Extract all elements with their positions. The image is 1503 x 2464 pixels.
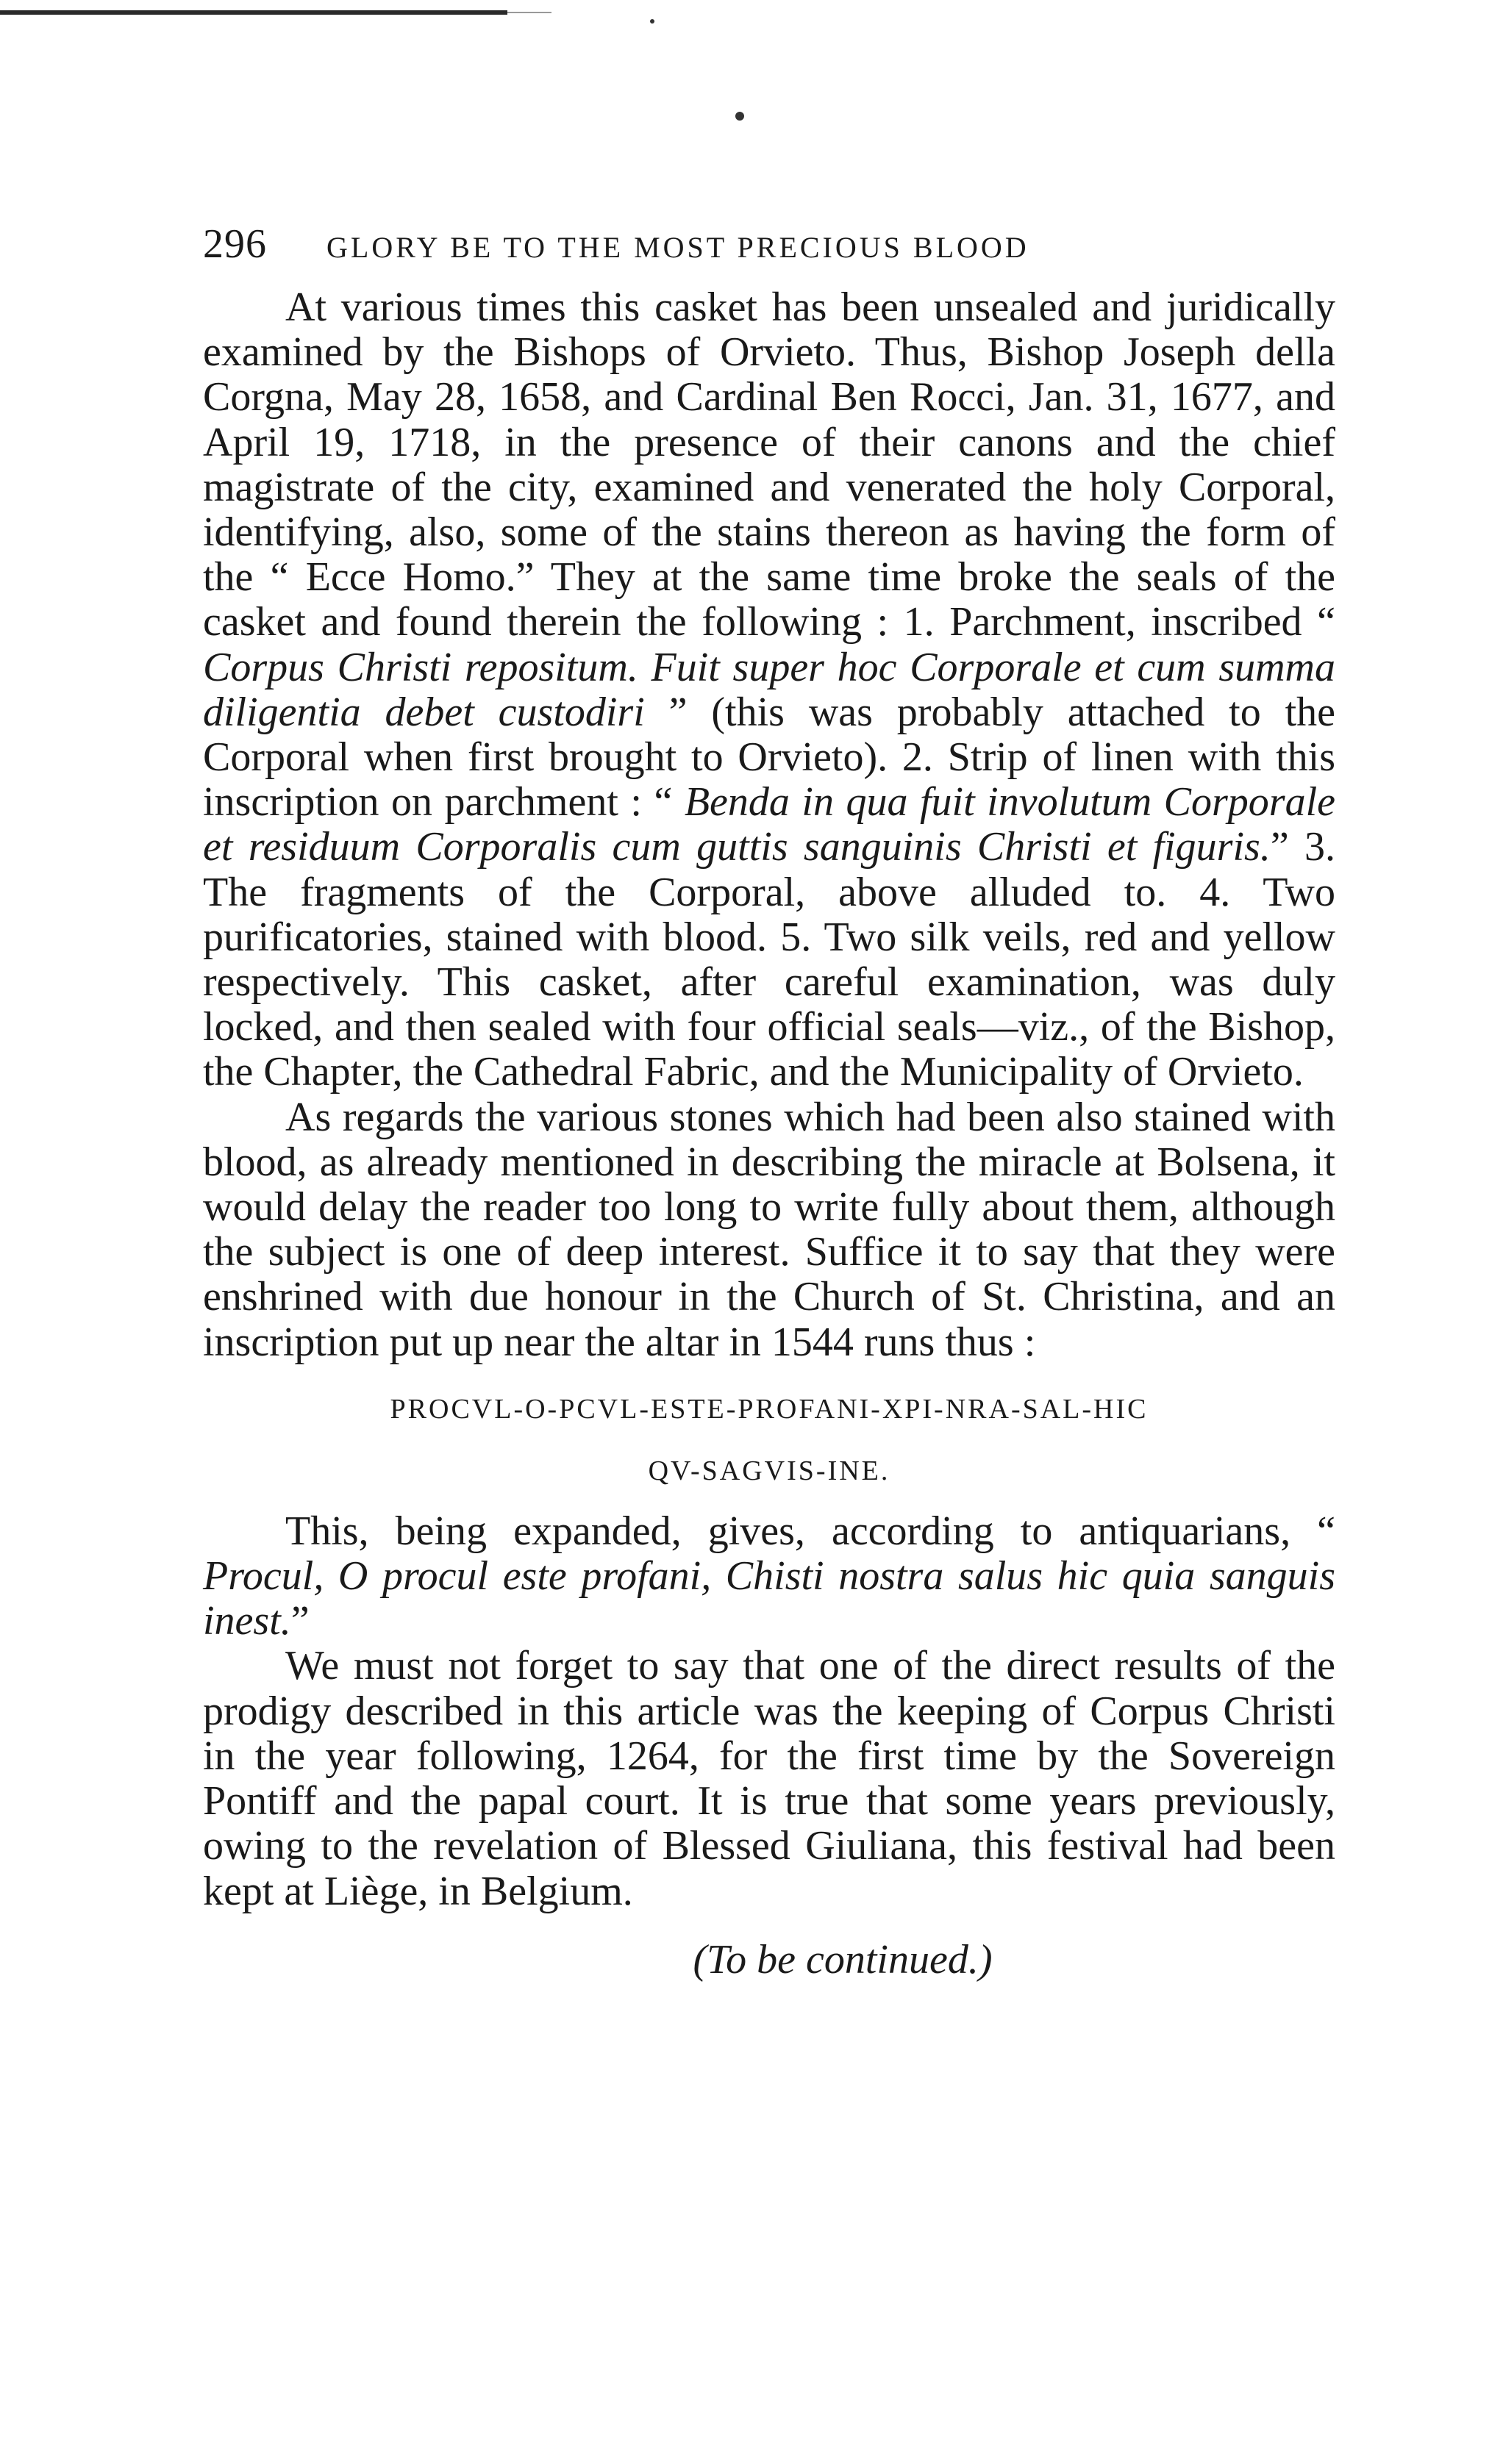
inscription-line: PROCVL-O-PCVL-ESTE-PROFANI-XPI-NRA-SAL-HIC — [390, 1393, 1149, 1425]
latin-inscription — [203, 1378, 1335, 1502]
page-number: 296 — [203, 221, 267, 267]
paragraph-expansion — [203, 1509, 1335, 1644]
to-be-continued: (To be continued.) — [693, 1936, 993, 1983]
page-body — [203, 221, 1335, 1983]
top-scan-rule — [0, 10, 507, 15]
latin-quote-procul: Procul, O procul este profani, Chisti nostra salus hic quia sanguis inest. — [203, 1553, 1335, 1644]
running-head — [203, 221, 1335, 279]
inscription-line: QV-SAGVIS-INE. — [648, 1455, 890, 1486]
running-title: GLORY BE TO THE MOST PRECIOUS BLOOD — [326, 231, 1029, 264]
paragraph-text: At various times this casket has been unsealed and juridically examined by the Bishops of Orvieto. Thus, Bishop Joseph della Corgna, May 28, 1658, and Cardinal Ben Rocci, Jan. 31, 1677, and April 19, 1718, in the presence of their canons and the chief magistrate of the city, examined and venerated the holy Corporal, identifying, also, some of the stains thereon as having the form of the “ Ecce Homo.” They at the same time broke the seals of the casket and found therein the following : 1. Parchment, inscribed “ — [203, 284, 1335, 645]
top-scan-rule-fade — [507, 12, 551, 13]
scan-speck — [650, 19, 654, 24]
paragraph-text: ” — [290, 1598, 310, 1644]
paragraph-casket-examination — [203, 285, 1335, 1095]
paragraph-stones: As regards the various stones which had been also stained with blood, as already mentioned in describing the miracle at Bolsena, it would delay the reader too long to write fully about them, although the subject is one of deep interest. Suffice it to say that they were enshrined with due honour in the Church of St. Christina, and an inscription put up near the altar in 1544 runs thus : — [203, 1094, 1335, 1365]
scan-speck — [735, 112, 744, 121]
latin-quote-corpus: Corpus Christi repositum. Fuit super hoc Corporale et cum summa diligentia debet custodiri — [203, 644, 1335, 735]
paragraph-text: This, being expanded, gives, according to antiquarians, “ — [285, 1508, 1335, 1554]
paragraph-text: ” 3. The fragments of the Corporal, above alluded to. 4. Two purificatories, stained with blood. 5. Two silk veils, red and yellow respectively. This casket, after careful examination, was duly locked, and then sealed with four official seals—viz., of the Bishop, the Chapter, the Cathedral Fabric, and the Municipality of Orvieto. — [203, 824, 1335, 1095]
paragraph-text: ” (this was probably attached to the Corporal when first brought to Orvieto). 2. Strip of linen with this inscription on parchment : “ — [203, 689, 1335, 825]
latin-quote-benda: Benda in qua fuit involutum Corporale et residuum Corporalis cum guttis sanguinis Christi et figuris. — [203, 779, 1335, 870]
paragraph-corpus-christi: We must not forget to say that one of the direct results of the prodigy described in this article was the keeping of Corpus Christi in the year following, 1264, for the first time by the Sovereign Pontiff and the papal court. It is true that some years previously, owing to the revelation of Blessed Giuliana, this festival had been kept at Liège, in Belgium. — [203, 1643, 1335, 1914]
